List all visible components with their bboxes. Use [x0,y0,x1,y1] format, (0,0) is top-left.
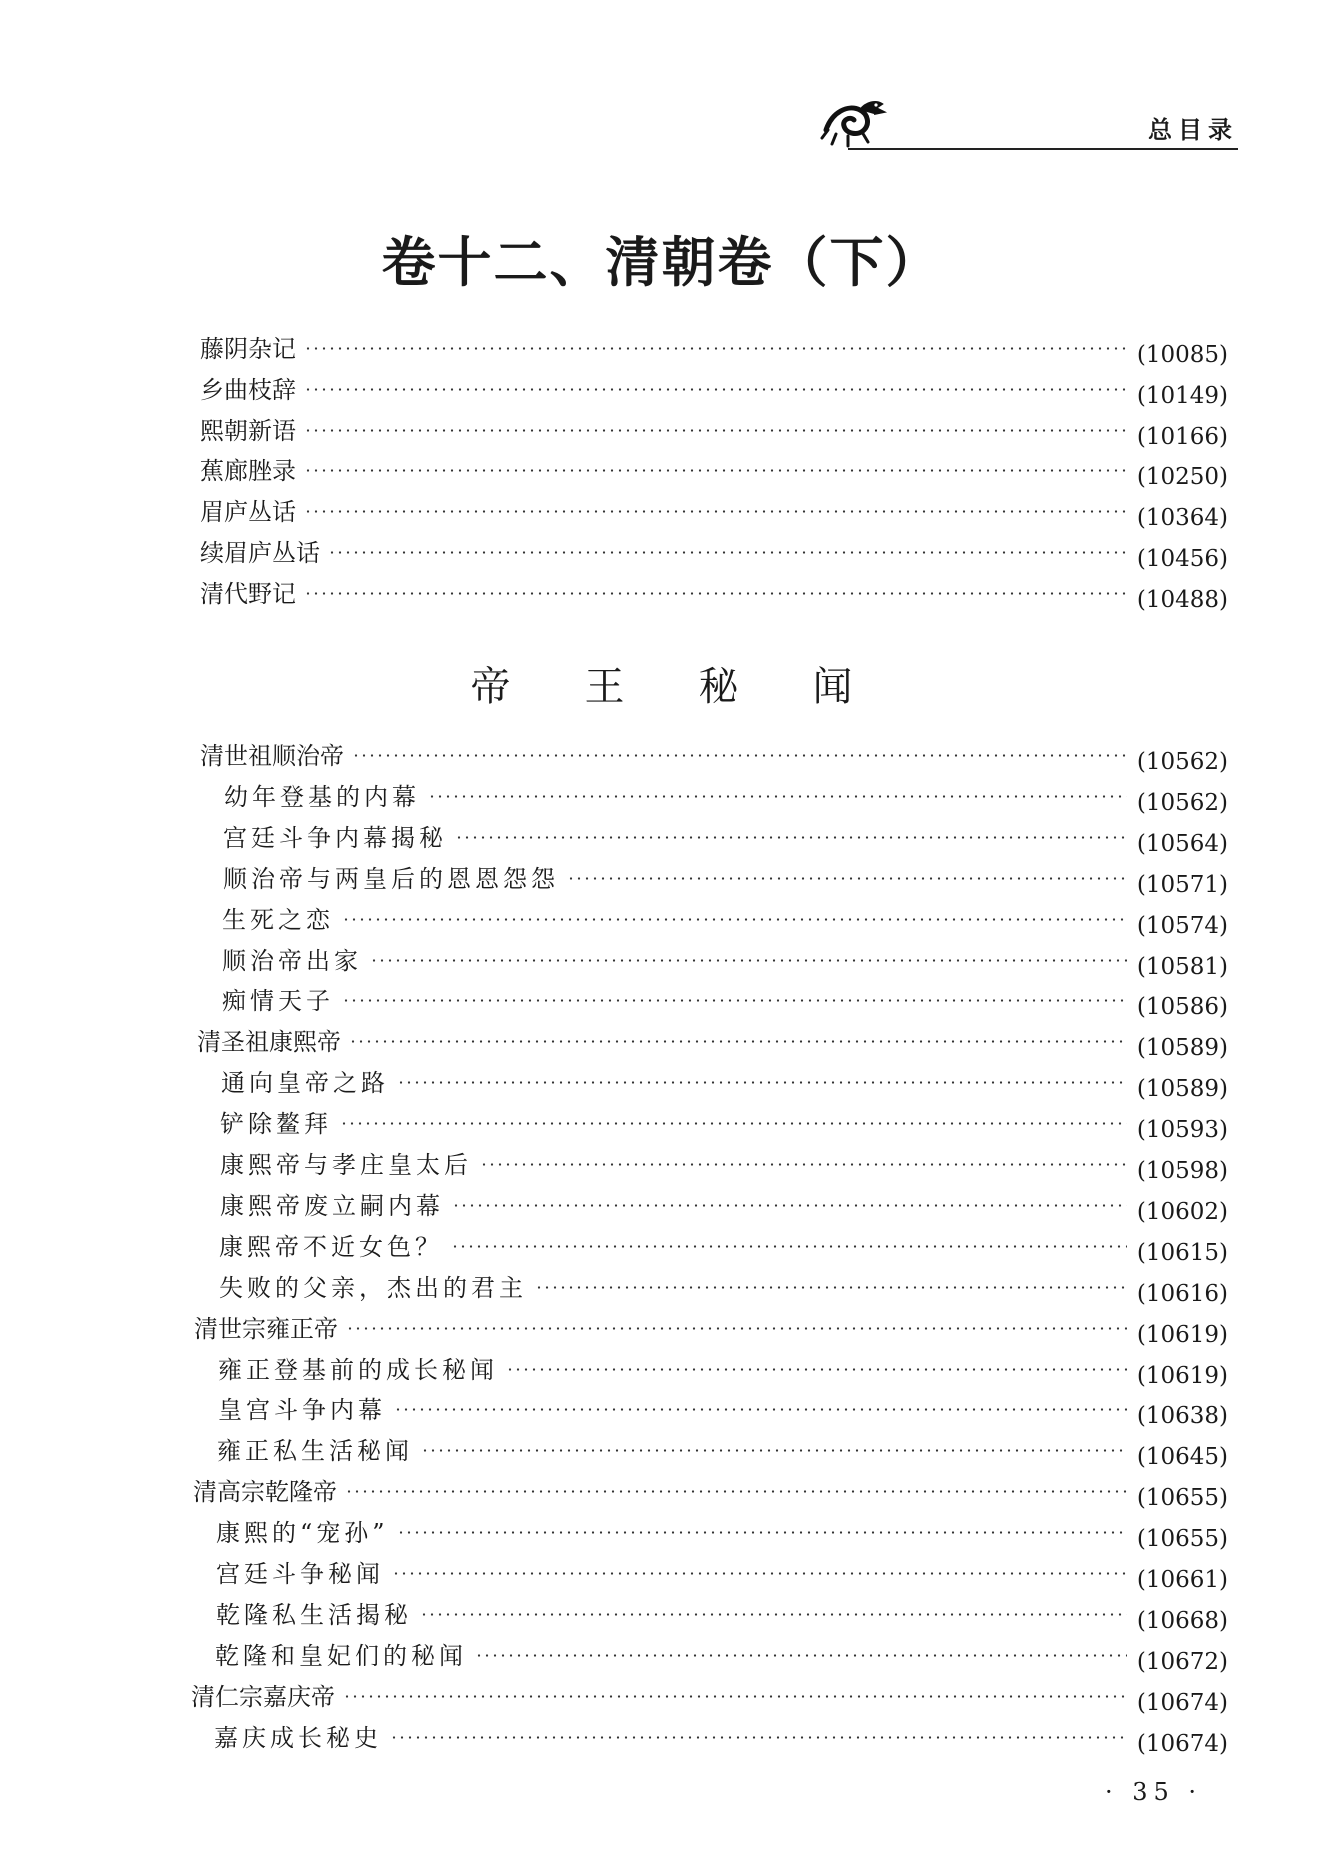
toc-entry-title: 生死之恋 [222,906,334,934]
toc-entry [200,375,1228,409]
toc-entry-title: 清圣祖康熙帝 [197,1028,341,1056]
section-title-char: 帝 [470,664,511,710]
toc-subentry [218,1395,1228,1429]
toc-entry-page: (10619) [1136,1363,1228,1389]
toc-entry-title: 雍正私生活秘闻 [217,1437,413,1465]
toc-entry-page: (10602) [1136,1199,1228,1225]
toc-entry [200,456,1228,490]
toc-entry-page: (10645) [1136,1444,1228,1470]
toc-leader-dots [345,1490,1127,1493]
toc-entry-title: 皇宫斗争内幕 [218,1396,386,1424]
toc-entry [200,334,1228,368]
toc-leader-dots [328,551,1127,554]
toc-leader-dots [480,1163,1127,1166]
toc-subentry [220,1191,1228,1225]
toc-entry-page: (10598) [1136,1158,1228,1184]
toc-entry-page: (10364) [1136,505,1228,531]
toc-entry-title: 通向皇帝之路 [221,1069,389,1097]
toc-subentry [216,1600,1228,1634]
toc-entry-page: (10619) [1136,1322,1228,1348]
toc-entry-page: (10250) [1136,464,1228,490]
toc-subentry [218,1355,1228,1389]
toc-leader-dots [370,959,1127,962]
toc-subentry [221,1068,1228,1102]
section-title-char: 王 [584,664,625,710]
toc-entry-title: 雍正登基前的成长秘闻 [218,1356,498,1384]
toc-leader-dots [390,1736,1127,1739]
toc-leader-dots [420,1613,1127,1616]
toc-leader-dots [349,1040,1127,1043]
toc-entry-page: (10564) [1136,831,1228,857]
toc-entry-title: 康熙帝与孝庄皇太后 [220,1151,472,1179]
toc-entry-page: (10586) [1136,994,1228,1020]
toc-entry-page: (10638) [1136,1403,1228,1429]
toc-entry [200,497,1228,531]
toc-subentry [219,1273,1228,1307]
toc-entry-title: 幼年登基的内幕 [224,783,420,811]
toc-entry-page: (10149) [1136,383,1228,409]
toc-subentry [222,905,1228,939]
toc-entry-page: (10655) [1136,1485,1228,1511]
toc-entry-page: (10574) [1136,913,1228,939]
toc-entry-page: (10674) [1136,1731,1228,1757]
toc-subentry [220,1150,1228,1184]
toc-leader-dots [343,1695,1127,1698]
toc-subentry [216,1518,1228,1552]
toc-entry-title: 熙朝新语 [200,417,296,445]
toc-leader-dots [567,877,1127,880]
toc-leader-dots [394,1408,1127,1411]
toc-leader-dots [535,1286,1127,1289]
toc-subentry [215,1641,1228,1675]
toc-subentry [223,864,1228,898]
toc-entry-page: (10562) [1136,790,1228,816]
toc-entry-page: (10615) [1136,1240,1228,1266]
toc-entry-page: (10166) [1136,424,1228,450]
toc-entry-title: 眉庐丛话 [200,498,296,526]
toc-entry-title: 乾隆私生活揭秘 [216,1601,412,1629]
toc-entry-page: (10571) [1136,872,1228,898]
toc-leader-dots [451,1245,1127,1248]
toc-subentry [220,1109,1228,1143]
toc-leader-dots [304,429,1127,432]
toc-entry-title: 宫廷斗争秘闻 [216,1560,384,1588]
toc-entry [200,538,1228,572]
toc-leader-dots [304,388,1127,391]
toc-leader-dots [397,1081,1127,1084]
toc-leader-dots [421,1449,1127,1452]
toc-leader-dots [304,469,1127,472]
toc-subentry [216,1559,1228,1593]
toc-entry-title: 清仁宗嘉庆帝 [191,1683,335,1711]
toc-entry [193,1477,1228,1511]
toc-leader-dots [506,1368,1127,1371]
toc-leader-dots [304,510,1127,513]
toc-leader-dots [304,592,1127,595]
toc-entry [200,579,1228,613]
toc-subentry [222,986,1228,1020]
toc-entry [191,1682,1228,1716]
toc-entry-page: (10661) [1136,1567,1228,1593]
toc-entry-title: 清世祖顺治帝 [200,742,344,770]
toc-leader-dots [475,1654,1127,1657]
toc-entry [197,1027,1228,1061]
toc-leader-dots [397,1531,1127,1534]
toc-entry-title: 康熙的“宠孙” [216,1519,389,1547]
toc-entry-page: (10085) [1136,342,1228,368]
toc-subentry [214,1723,1228,1757]
toc-leader-dots [304,347,1127,350]
toc-leader-dots [346,1327,1127,1330]
toc-entry [194,1314,1228,1348]
toc-leader-dots [340,1122,1127,1125]
toc-entry-page: (10589) [1136,1076,1228,1102]
toc-subentry [217,1436,1228,1470]
toc-entry-title: 清世宗雍正帝 [194,1315,338,1343]
toc-entry-page: (10674) [1136,1690,1228,1716]
toc-entry-title: 痴情天子 [222,987,334,1015]
toc-entry-title: 清代野记 [200,580,296,608]
toc-leader-dots [342,999,1127,1002]
volume-title: 卷十二、清朝卷（下） [381,231,942,294]
toc-entry-title: 康熙帝废立嗣内幕 [220,1192,444,1220]
toc-leader-dots [392,1572,1127,1575]
toc-subentry [224,782,1228,816]
toc-entry-title: 宫廷斗争内幕揭秘 [223,824,447,852]
toc-entry-page: (10616) [1136,1281,1228,1307]
toc-subentry [222,946,1228,980]
toc-entry-title: 续眉庐丛话 [200,539,320,567]
toc-entry-page: (10562) [1136,749,1228,775]
toc-entry-title: 藤阴杂记 [200,335,296,363]
toc-entry-title: 嘉庆成长秘史 [214,1724,382,1752]
toc-entry-page: (10655) [1136,1526,1228,1552]
toc-entry-title: 铲除鳌拜 [220,1110,332,1138]
toc-entry-page: (10672) [1136,1649,1228,1675]
toc-entry-page: (10488) [1136,587,1228,613]
toc-entry-title: 康熙帝不近女色？ [219,1233,443,1261]
toc-entry-title: 顺治帝出家 [222,947,362,975]
toc-leader-dots [352,754,1127,757]
toc-subentry [219,1232,1228,1266]
toc-entry-page: (10589) [1136,1035,1228,1061]
page-number: · 35 · [1105,1778,1203,1806]
toc-entry-page: (10593) [1136,1117,1228,1143]
toc-leader-dots [455,836,1127,839]
section-title-char: 闻 [812,664,853,710]
toc-entry [200,741,1228,775]
header-title: 总目录 [1148,116,1238,144]
toc-entry-page: (10668) [1136,1608,1228,1634]
toc-entry-title: 乡曲枝辞 [200,376,296,404]
toc-leader-dots [452,1204,1127,1207]
toc-entry-page: (10456) [1136,546,1228,572]
toc-leader-dots [342,918,1127,921]
toc-leader-dots [428,795,1127,798]
toc-entry [200,416,1228,450]
section-title-char: 秘 [698,664,739,710]
toc-entry-title: 乾隆和皇妃们的秘闻 [215,1642,467,1670]
toc-entry-page: (10581) [1136,954,1228,980]
toc-entry-title: 清高宗乾隆帝 [193,1478,337,1506]
toc-subentry [223,823,1228,857]
toc-entry-title: 顺治帝与两皇后的恩恩怨怨 [223,865,559,893]
toc-entry-title: 蕉廊脞录 [200,457,296,485]
toc-entry-title: 失败的父亲，杰出的君主 [219,1274,527,1302]
